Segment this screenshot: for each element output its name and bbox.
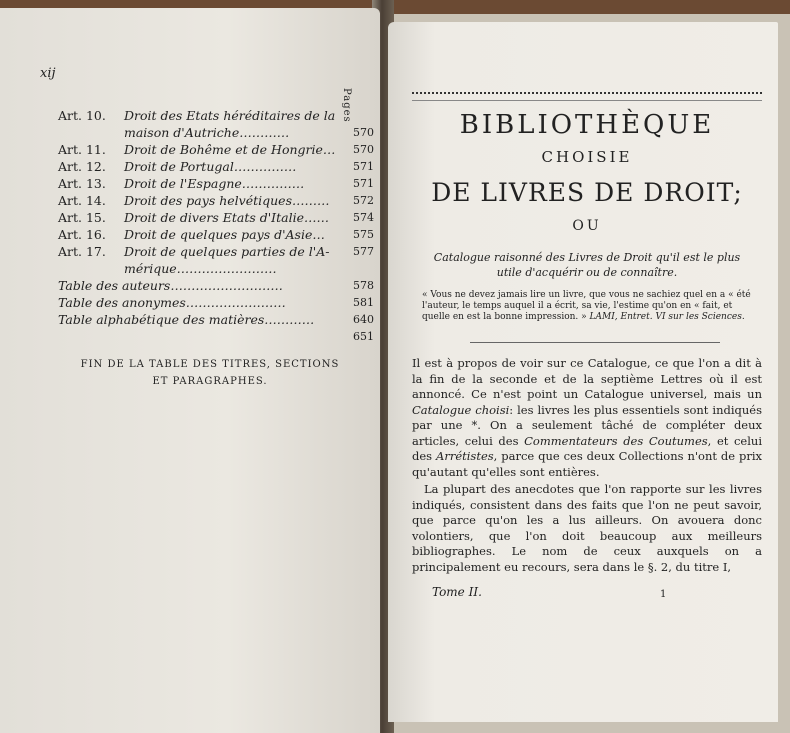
title-line-2: CHOISIE — [541, 148, 633, 166]
toc-row: Art. 15. Droit de divers Etats d'Italie…… 574 — [58, 210, 374, 225]
table-of-contents — [58, 107, 380, 345]
toc-row: mérique…………………… — [124, 261, 277, 276]
toc-row: Art. 11. Droit de Bohême et de Hongrie… 570 — [58, 142, 374, 157]
toc-table-row: Table alphabétique des matières………… 640 — [58, 312, 374, 327]
end-of-table-note: FIN DE LA TABLE DES TITRES, SECTIONS ET PARAGRAPHES. — [80, 359, 340, 387]
epigraph-quote: « Vous ne devez jamais lire un livre, que vous ne sachiez quel en a « été l'auteur, le temps auquel il a écrit, sa vie, l'estime qu'on en « fait, et quelle en est la bonne impression. » LAMI, Entret. VI sur les Sciences. — [422, 290, 751, 322]
toc-row: Art. 10. Droit des Etats héréditaires de la — [58, 108, 336, 123]
pages-column-header: Pages — [341, 88, 352, 123]
subtitle: Catalogue raisonné des Livres de Droit qu'il est le plus utile d'acquérir ou de connaître. — [433, 251, 741, 279]
body-text — [412, 356, 762, 577]
toc-table-row: Table des anonymes…………………… 581 — [58, 295, 374, 310]
toc-row: Art. 16. Droit de quelques pays d'Asie… 575 — [58, 227, 374, 242]
toc-table-row: Table des auteurs……………………… 578 — [58, 278, 374, 293]
title-line-1: BIBLIOTHÈQUE — [459, 110, 715, 140]
signature-mark: 1 — [660, 589, 667, 600]
title-line-3: DE LIVRES DE DROIT; — [431, 178, 743, 207]
quote-source: LAMI, Entret. VI sur les Sciences. — [589, 312, 745, 322]
toc-row: Art. 13. Droit de l'Espagne…………… 571 — [58, 176, 374, 191]
left-page-number: xij — [40, 66, 56, 81]
toc-row: Art. 17. Droit de quelques parties de l'A- 577 — [58, 244, 374, 259]
toc-row: maison d'Autriche………… 570 — [124, 125, 374, 140]
volume-label: Tome II. — [432, 585, 482, 599]
title-line-4: OU — [572, 218, 602, 234]
toc-table-row: 651 — [353, 330, 374, 343]
toc-row: Art. 14. Droit des pays helvétiques……… 572 — [58, 193, 374, 208]
paragraph: La plupart des anecdotes que l'on rapporte sur les livres indiqués, consistent dans des faits que l'on ne peut savoir, que parce qu'on les a lus ailleurs. On avouera donc volontiers, que l'on doit beaucoup aux meilleurs bibliographes. Le nom de ceux auxquels on a principalement eu recours, sera dans le §. 2, du titre I, — [412, 482, 762, 574]
quote-divider — [470, 342, 720, 343]
toc-row: Art. 12. Droit de Portugal…………… 571 — [58, 159, 374, 174]
ornamental-rule — [412, 92, 762, 101]
paragraph: Il est à propos de voir sur ce Catalogue, ce que l'on a dit à la fin de la seconde et de la septième Lettres où il est annoncé. Ce n'est point un Catalogue universel, mais un Catalogue choisi: les livres les plus essentiels sont indiqués par une *. On a seulement tâché de compléter deux articles, celui des Commentateurs des Coutumes, et celui des Arrétistes, parce que ces deux Collections n'ont de prix qu'autant qu'elles sont entières. — [412, 356, 763, 479]
